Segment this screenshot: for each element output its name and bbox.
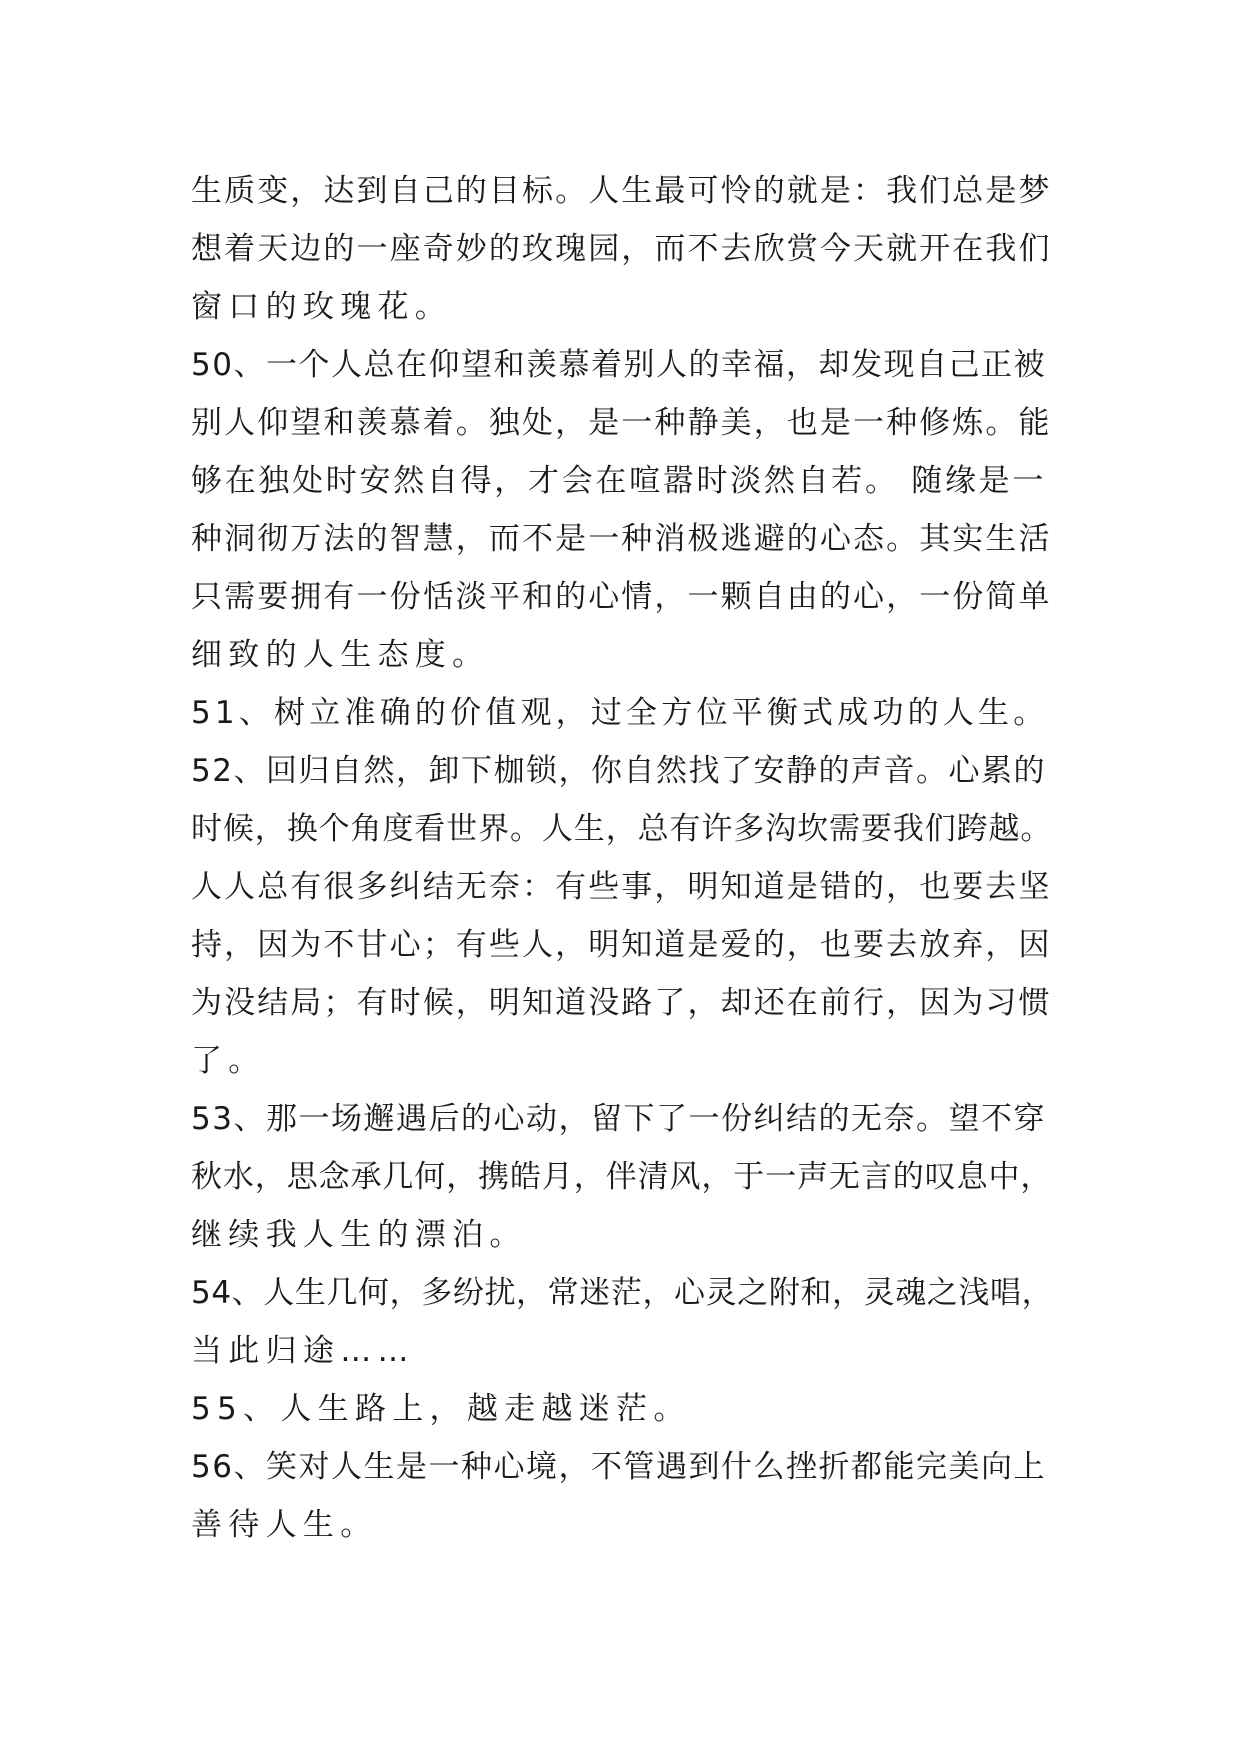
text-line: 善待人生。 [191,1507,378,1543]
text-line: 53、那一场邂遇后的心动，留下了一份纠结的无奈。望不穿 [191,1101,1046,1137]
text-line: 只需要拥有一份恬淡平和的心情，一颗自由的心，一份简单 [191,579,1052,615]
text-line: 持，因为不甘心；有些人，明知道是爱的，也要去放弃，因 [191,927,1052,963]
text-line: 生质变，达到自己的目标。人生最可怜的就是：我们总是梦 [191,173,1052,209]
text-line: 了。 [191,1043,266,1079]
text-line: 种洞彻万法的智慧，而不是一种消极逃避的心态。其实生活 [191,521,1052,557]
text-line: 51、树立准确的价值观，过全方位平衡式成功的人生。 [191,695,1049,731]
text-line: 54、人生几何，多纷扰，常迷茫，心灵之附和，灵魂之浅唱， [191,1275,1054,1311]
text-line: 人人总有很多纠结无奈：有些事，明知道是错的，也要去坚 [191,869,1052,905]
text-line: 55、人生路上，越走越迷茫。 [191,1391,691,1427]
text-line: 当此归途…… [191,1333,415,1369]
text-line: 想着天边的一座奇妙的玫瑰园，而不去欣赏今天就开在我们 [191,231,1052,267]
text-line: 继续我人生的漂泊。 [191,1217,527,1253]
text-line: 50、一个人总在仰望和羡慕着别人的幸福，却发现自己正被 [191,347,1046,383]
text-line: 窗口的玫瑰花。 [191,289,453,325]
text-line: 秋水，思念承几何，携皓月，伴清风，于一声无言的叹息中， [191,1159,1053,1195]
text-line: 够在独处时安然自得，才会在喧嚣时淡然自若。 随缘是一 [191,463,1047,499]
text-line: 56、笑对人生是一种心境，不管遇到什么挫折都能完美向上 [191,1449,1046,1485]
text-line: 为没结局；有时候，明知道没路了，却还在前行，因为习惯 [191,985,1052,1021]
text-line: 细致的人生态度。 [191,637,490,673]
text-line: 时候，换个角度看世界。人生，总有许多沟坎需要我们跨越。 [191,811,1053,847]
text-line: 52、回归自然，卸下枷锁，你自然找了安静的声音。心累的 [191,753,1046,789]
text-line: 别人仰望和羡慕着。独处，是一种静美，也是一种修炼。能 [191,405,1052,441]
